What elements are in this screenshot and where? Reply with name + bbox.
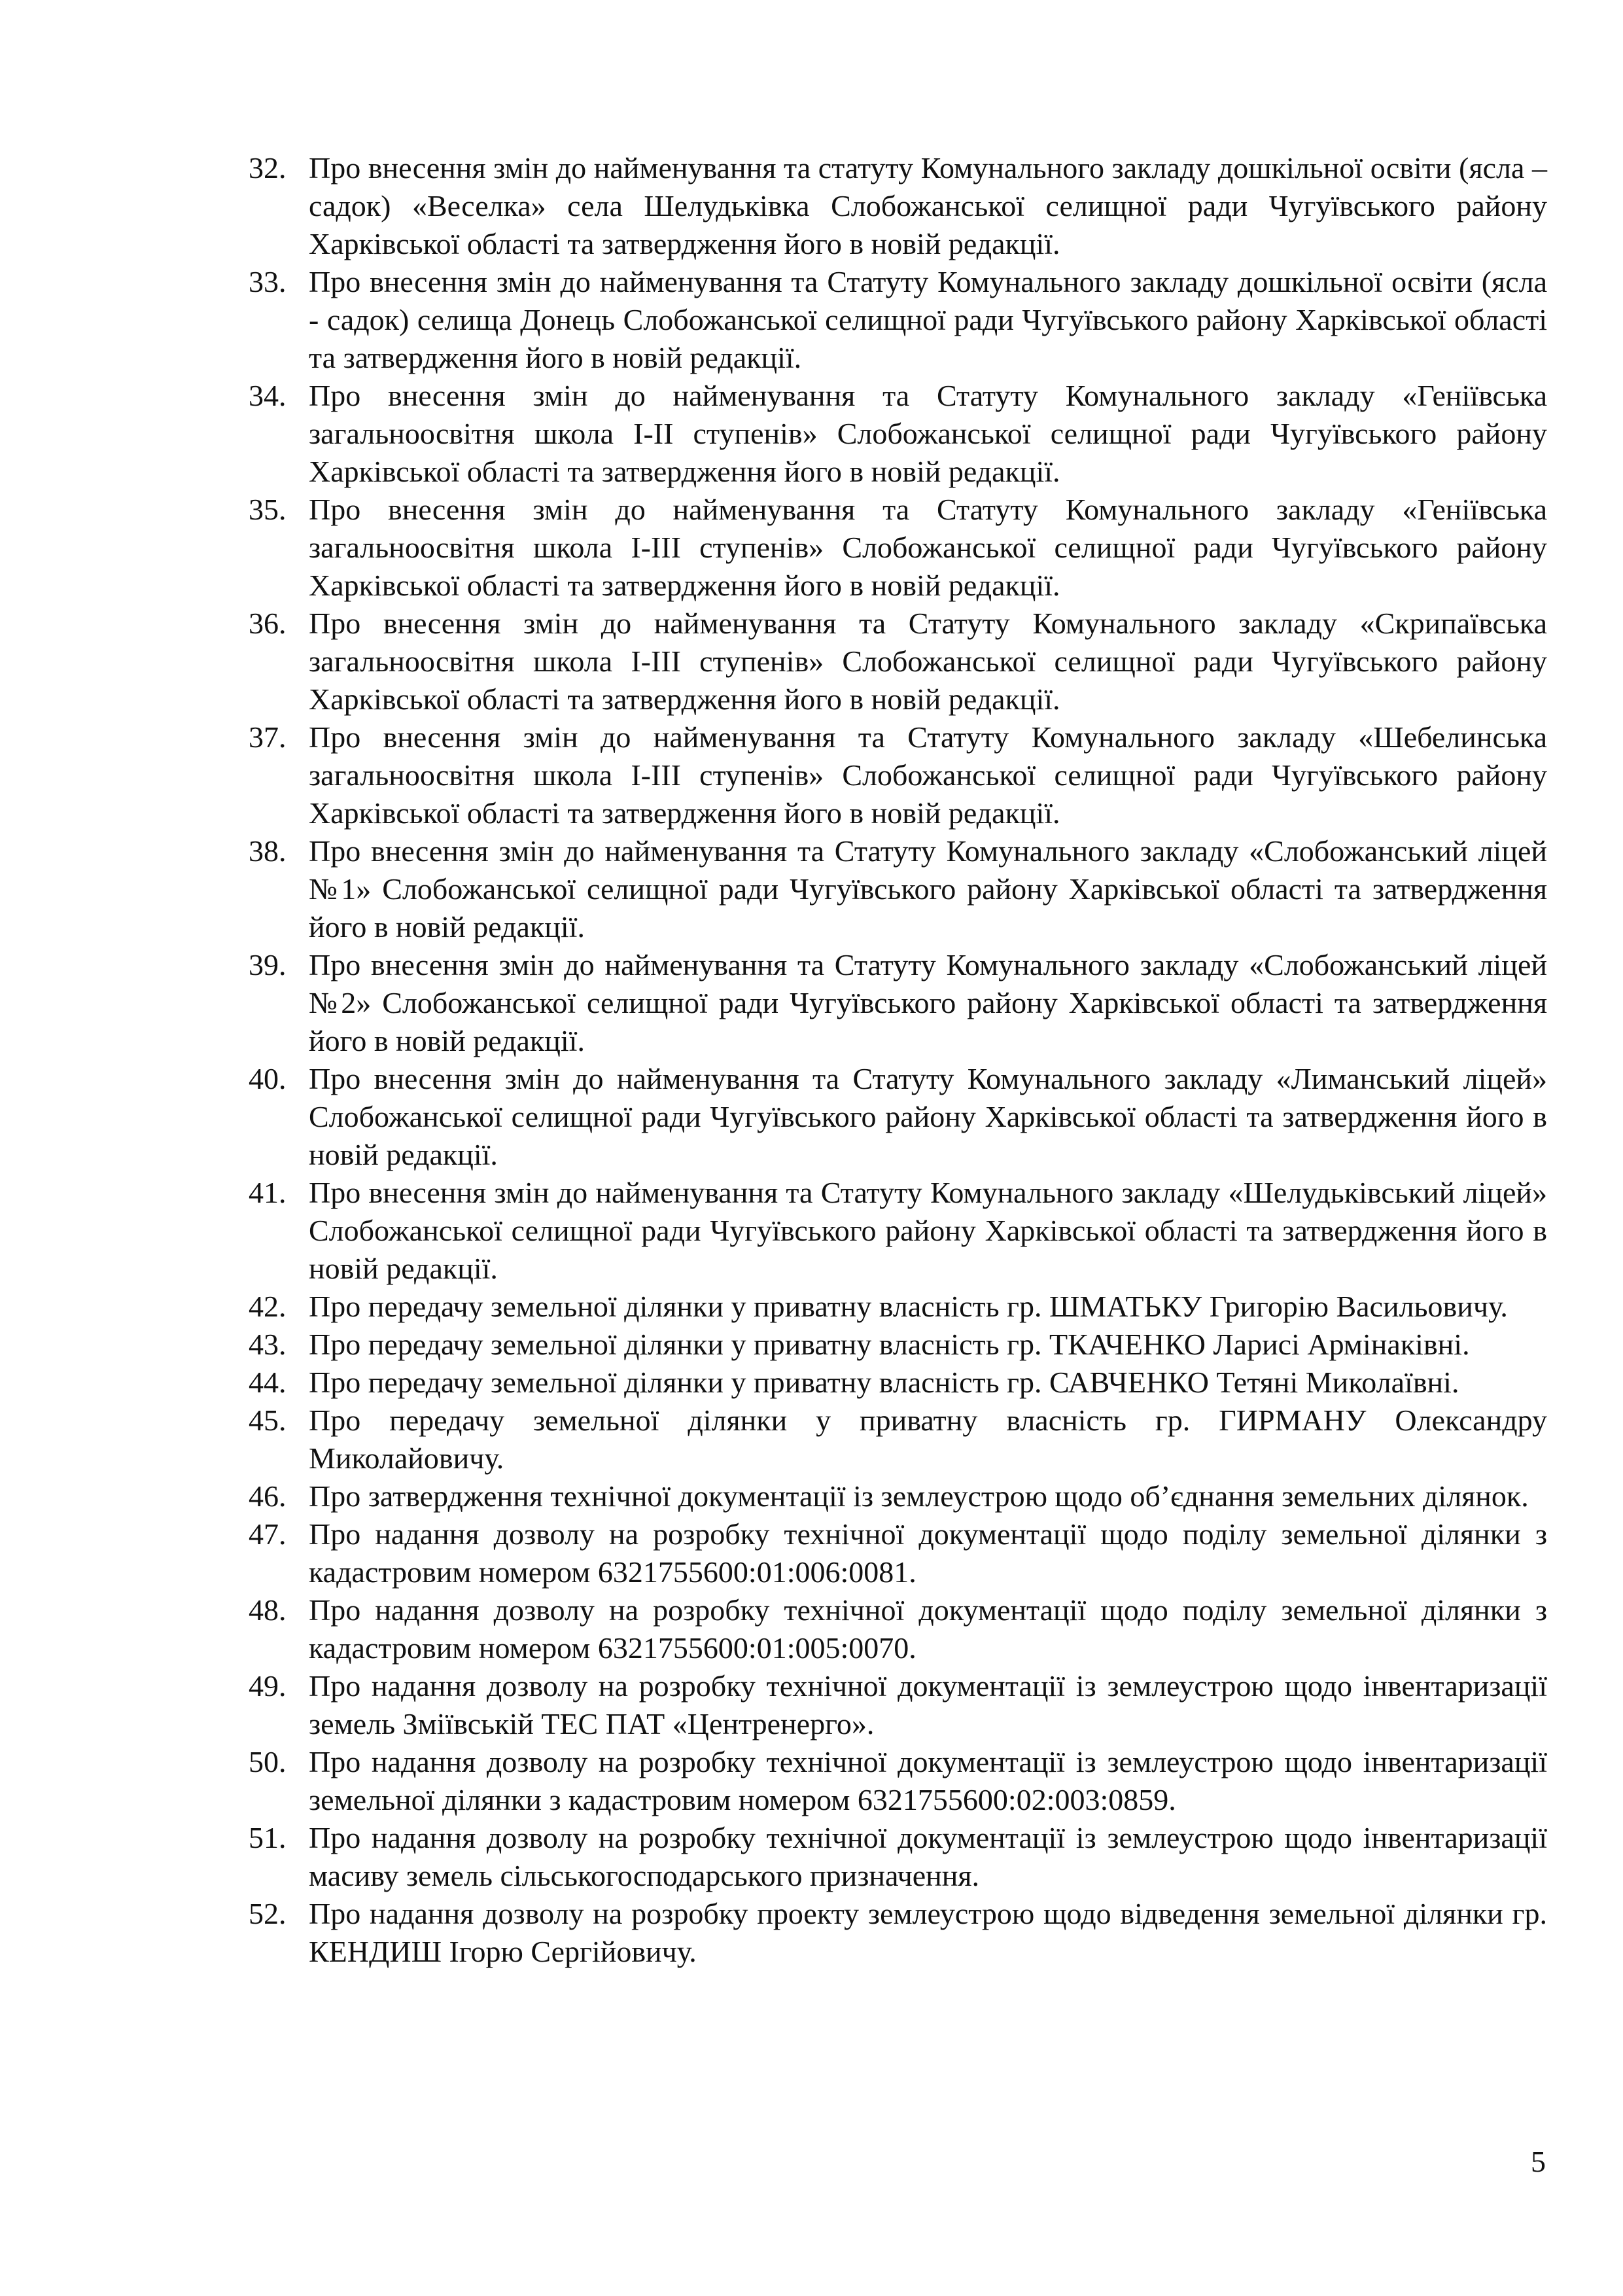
- agenda-item-number: 40.: [249, 1062, 287, 1095]
- agenda-item: [249, 1402, 1547, 1477]
- agenda-item-number: 34.: [249, 379, 287, 412]
- agenda-item-text: Про передачу земельної ділянки у приватну власність гр. ШМАТЬКУ Григорію Васильовичу.: [309, 1290, 1508, 1323]
- agenda-item-number: 49.: [249, 1669, 287, 1703]
- agenda-item-text: Про надання дозволу на розробку технічної документації щодо поділу земельної ділянки з кадастровим номером 6321755600:01:005:0070.: [309, 1593, 1547, 1665]
- agenda-item-number: 37.: [249, 720, 287, 754]
- agenda-item: [249, 1174, 1547, 1288]
- agenda-item-number: 46.: [249, 1479, 287, 1513]
- agenda-item-number: 44.: [249, 1366, 287, 1399]
- agenda-item-text: Про внесення змін до найменування та Статуту Комунального закладу «Геніївська загальноосвітня школа І-ІІІ ступенів» Слобожанської селищної ради Чугуївського району Харківської області та затвердження його в новій редакції.: [309, 493, 1547, 602]
- agenda-item-number: 42.: [249, 1290, 287, 1323]
- agenda-item: [249, 377, 1547, 491]
- agenda-item-number: 47.: [249, 1517, 287, 1551]
- agenda-item-text: Про надання дозволу на розробку технічної документації із землеустрою щодо інвентаризації земельної ділянки з кадастровим номером 6321755600:02:003:0859.: [309, 1745, 1547, 1816]
- agenda-item-text: Про внесення змін до найменування та статуту Комунального закладу дошкільної освіти (ясла – садок) «Веселка» села Шелудьківка Слобожанської селищної ради Чугуївського району Харківської області та затвердження його в новій редакції.: [309, 151, 1547, 260]
- agenda-item-text: Про надання дозволу на розробку технічної документації із землеустрою щодо інвентаризації масиву земель сільськогосподарського призначення.: [309, 1821, 1547, 1892]
- agenda-item: [249, 149, 1547, 263]
- agenda-item-number: 45.: [249, 1404, 287, 1437]
- agenda-list: [249, 149, 1547, 1971]
- agenda-item: [249, 1667, 1547, 1743]
- agenda-item-number: 48.: [249, 1593, 287, 1627]
- agenda-item: [249, 491, 1547, 605]
- agenda-item-number: 39.: [249, 948, 287, 981]
- agenda-item-number: 41.: [249, 1176, 287, 1209]
- agenda-item-text: Про внесення змін до найменування та Статуту Комунального закладу «Шебелинська загальноосвітня школа І-ІІІ ступенів» Слобожанської селищної ради Чугуївського району Харківської області та затвердження його в новій редакції.: [309, 720, 1547, 830]
- agenda-item: [249, 1326, 1547, 1364]
- agenda-item-number: 35.: [249, 493, 287, 526]
- agenda-item-text: Про затвердження технічної документації із землеустрою щодо об’єднання земельних ділянок.: [309, 1479, 1529, 1513]
- agenda-item-number: 33.: [249, 265, 287, 298]
- agenda-item: [249, 832, 1547, 946]
- agenda-item-text: Про надання дозволу на розробку технічної документації із землеустрою щодо інвентаризації земель Зміївській ТЕС ПАТ «Центренерго».: [309, 1669, 1547, 1740]
- page-number: 5: [1531, 2145, 1546, 2178]
- agenda-item-text: Про внесення змін до найменування та Статуту Комунального закладу «Слобожанський ліцей №2» Слобожанської селищної ради Чугуївського району Харківської області та затвердження його в новій редакції.: [309, 948, 1547, 1057]
- agenda-item: [249, 1743, 1547, 1819]
- agenda-item: [249, 1477, 1547, 1515]
- agenda-item: [249, 718, 1547, 832]
- agenda-item: [249, 1895, 1547, 1971]
- agenda-item: [249, 1060, 1547, 1174]
- agenda-item-number: 50.: [249, 1745, 287, 1778]
- agenda-item-text: Про надання дозволу на розробку технічної документації щодо поділу земельної ділянки з кадастровим номером 6321755600:01:006:0081.: [309, 1517, 1547, 1589]
- agenda-item-text: Про внесення змін до найменування та Статуту Комунального закладу «Скрипаївська загальноосвітня школа І-ІІІ ступенів» Слобожанської селищної ради Чугуївського району Харківської області та затвердження його в новій редакції.: [309, 607, 1547, 716]
- agenda-item-number: 32.: [249, 151, 287, 185]
- agenda-item: [249, 1591, 1547, 1667]
- agenda-item: [249, 605, 1547, 718]
- agenda-item-text: Про внесення змін до найменування та Статуту Комунального закладу «Слобожанський ліцей №1» Слобожанської селищної ради Чугуївського району Харківської області та затвердження його в новій редакції.: [309, 834, 1547, 944]
- agenda-item-text: Про внесення змін до найменування та Статуту Комунального закладу «Лиманський ліцей» Слобожанської селищної ради Чугуївського району Харківської області та затвердження його в новій редакції.: [309, 1062, 1547, 1171]
- agenda-item-text: Про внесення змін до найменування та Статуту Комунального закладу дошкільної освіти (ясла - садок) селища Донець Слобожанської селищної ради Чугуївського району Харківської області та затвердження його в новій редакції.: [309, 265, 1547, 374]
- agenda-item: [249, 1288, 1547, 1326]
- agenda-item: [249, 946, 1547, 1060]
- agenda-item-text: Про передачу земельної ділянки у приватну власність гр. ТКАЧЕНКО Ларисі Армінаківні.: [309, 1328, 1470, 1361]
- agenda-item-text: Про передачу земельної ділянки у приватну власність гр. САВЧЕНКО Тетяні Миколаївні.: [309, 1366, 1459, 1399]
- agenda-item-text: Про внесення змін до найменування та Статуту Комунального закладу «Геніївська загальноосвітня школа І-ІІ ступенів» Слобожанської селищної ради Чугуївського району Харківської області та затвердження його в новій редакції.: [309, 379, 1547, 488]
- agenda-item: [249, 1364, 1547, 1402]
- agenda-item: [249, 1515, 1547, 1591]
- agenda-item-number: 38.: [249, 834, 287, 868]
- agenda-item-number: 51.: [249, 1821, 287, 1854]
- agenda-item-number: 36.: [249, 607, 287, 640]
- agenda-item-number: 52.: [249, 1897, 287, 1930]
- agenda-item-number: 43.: [249, 1328, 287, 1361]
- agenda-item: [249, 263, 1547, 377]
- agenda-item: [249, 1819, 1547, 1895]
- agenda-item-text: Про передачу земельної ділянки у приватну власність гр. ГИРМАНУ Олександру Миколайовичу.: [309, 1404, 1547, 1475]
- agenda-item-text: Про внесення змін до найменування та Статуту Комунального закладу «Шелудьківський ліцей» Слобожанської селищної ради Чугуївського району Харківської області та затвердження його в новій редакції.: [309, 1176, 1547, 1285]
- agenda-item-text: Про надання дозволу на розробку проекту землеустрою щодо відведення земельної ділянки гр. КЕНДИШ Ігорю Сергійовичу.: [309, 1897, 1547, 1968]
